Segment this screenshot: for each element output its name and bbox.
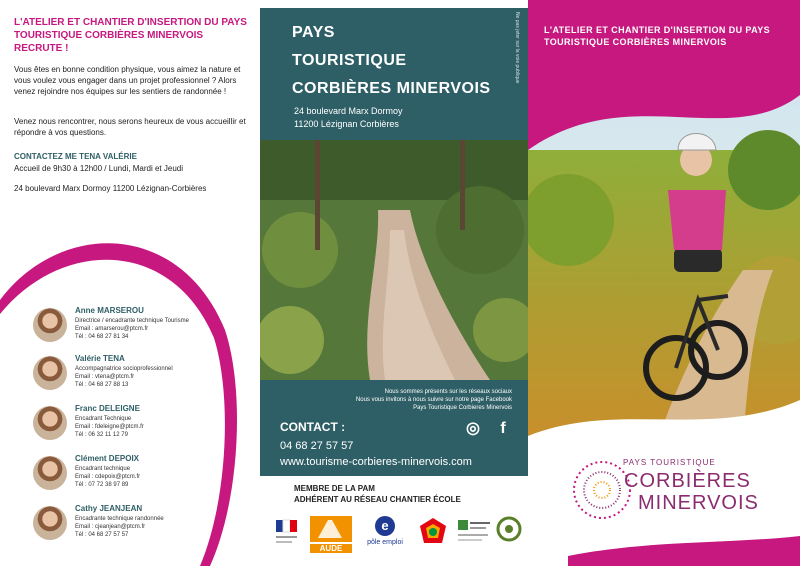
staff-email: Email : amarserou@ptcm.fr bbox=[75, 326, 149, 332]
right-title: L'ATELIER ET CHANTIER D'INSERTION DU PAYS TOURISTIQUE CORBIÈRES MINERVOIS bbox=[544, 25, 771, 47]
staff-phone: Tél : 06 32 11 12 79 bbox=[75, 432, 128, 438]
brand-line3: MINERVOIS bbox=[638, 492, 759, 514]
network-membership: ADHÉRENT AU RÉSEAU CHANTIER ÉCOLE bbox=[294, 495, 461, 504]
staff-email: Email : cdepoix@ptcm.fr bbox=[75, 474, 141, 480]
contact-phone: 04 68 27 57 57 bbox=[280, 440, 354, 452]
aude-logo bbox=[310, 516, 352, 552]
staff-name: Clément DEPOIX bbox=[75, 454, 140, 463]
avatar bbox=[33, 406, 67, 440]
trail-illustration bbox=[260, 140, 528, 380]
page-title-line3: CORBIÈRES MINERVOIS bbox=[292, 80, 491, 97]
brand-line1: PAYS TOURISTIQUE bbox=[623, 458, 716, 467]
staff-name: Anne MARSEROU bbox=[75, 306, 144, 315]
middle-panel bbox=[260, 0, 528, 566]
staff-email: Email : vtena@ptcm.fr bbox=[75, 374, 135, 380]
staff-name: Valérie TENA bbox=[75, 354, 125, 363]
welcome-paragraph: Venez nous rencontrer, nous serons heureux de vous accueillir et répondre à vos questions. bbox=[14, 117, 246, 137]
staff-card bbox=[33, 306, 243, 350]
avatar bbox=[33, 356, 67, 390]
left-address: 24 boulevard Marx Dormoy 11200 Lézignan-Corbières bbox=[14, 184, 207, 193]
facebook-icon[interactable]: f bbox=[500, 420, 506, 437]
regional-logo bbox=[418, 516, 448, 552]
pole-emploi-mark: e bbox=[375, 516, 395, 536]
staff-card bbox=[33, 454, 243, 498]
staff-name: Cathy JEANJEAN bbox=[75, 504, 143, 513]
instagram-icon[interactable]: ◎ bbox=[466, 420, 480, 437]
pole-emploi-label: pôle emploi bbox=[367, 539, 403, 546]
address-line1: 24 boulevard Marx Dormoy bbox=[294, 106, 403, 116]
staff-card bbox=[33, 504, 243, 548]
disposal-note: Ne pas jeter sur la voie publique bbox=[514, 12, 520, 84]
aude-label: AUDE bbox=[310, 544, 352, 553]
staff-phone: Tél : 04 68 27 81 34 bbox=[75, 334, 129, 340]
avatar bbox=[33, 456, 67, 490]
pam-membership: MEMBRE DE LA PAM bbox=[294, 484, 375, 493]
avatar bbox=[33, 308, 67, 342]
opening-hours: Accueil de 9h30 à 12h00 / Lundi, Mardi et Jeudi bbox=[14, 164, 184, 173]
staff-card bbox=[33, 404, 243, 448]
staff-phone: Tél : 04 68 27 57 57 bbox=[75, 532, 129, 538]
staff-phone: Tél : 04 68 27 88 13 bbox=[75, 382, 129, 388]
page-title-line1: PAYS bbox=[292, 24, 335, 41]
page-title-line2: TOURISTIQUE bbox=[292, 52, 407, 69]
social-text-line3: Pays Touristique Corbieres Minervois bbox=[413, 405, 512, 411]
social-text-line1: Nous sommes présents sur les réseaux sociaux bbox=[384, 389, 512, 395]
staff-role: Accompagnatrice socioprofessionnel bbox=[75, 366, 173, 372]
staff-role: Encadrante technique randonnée bbox=[75, 516, 164, 522]
pole-emploi-logo bbox=[362, 516, 408, 552]
staff-email: Email : cjeanjean@ptcm.fr bbox=[75, 524, 146, 530]
staff-card bbox=[33, 354, 243, 398]
republique-logo bbox=[272, 516, 302, 552]
left-panel bbox=[0, 0, 260, 566]
right-panel bbox=[528, 0, 800, 566]
staff-email: Email : fdeleigne@ptcm.fr bbox=[75, 424, 144, 430]
staff-role: Encadrant Technique bbox=[75, 416, 132, 422]
staff-name: Franc DELEIGNE bbox=[75, 404, 140, 413]
staff-role: Encadrant technique bbox=[75, 466, 131, 472]
recruit-title: L'ATELIER ET CHANTIER D'INSERTION DU PAYS TOURISTIQUE CORBIÈRES MINERVOIS RECRUTE ! bbox=[14, 17, 247, 54]
contact-label: CONTACT : bbox=[280, 420, 346, 434]
website-link[interactable]: www.tourisme-corbieres-minervois.com bbox=[280, 456, 472, 468]
staff-phone: Tél : 07 72 38 97 89 bbox=[75, 482, 129, 488]
staff-role: Directrice / encadrante technique Tourisme bbox=[75, 318, 189, 324]
brand-line2: CORBIÈRES bbox=[624, 470, 751, 492]
contact-heading: CONTACTEZ ME TENA VALÉRIE bbox=[14, 152, 137, 161]
intro-paragraph: Vous êtes en bonne condition physique, vous aimez la nature et vous voulez vous engager dans un projet professionnel ? Alors venez rejoindre nos équipes sur les sentiers de randonnée ! bbox=[14, 65, 241, 96]
trail-photo bbox=[260, 140, 528, 380]
community-logo bbox=[456, 516, 492, 552]
network-logo bbox=[496, 516, 522, 552]
address-line2: 11200 Lézignan Corbières bbox=[294, 119, 399, 129]
social-text-line2: Nous vous invitons à nous suivre sur notre page Facebook bbox=[355, 397, 512, 403]
avatar bbox=[33, 506, 67, 540]
